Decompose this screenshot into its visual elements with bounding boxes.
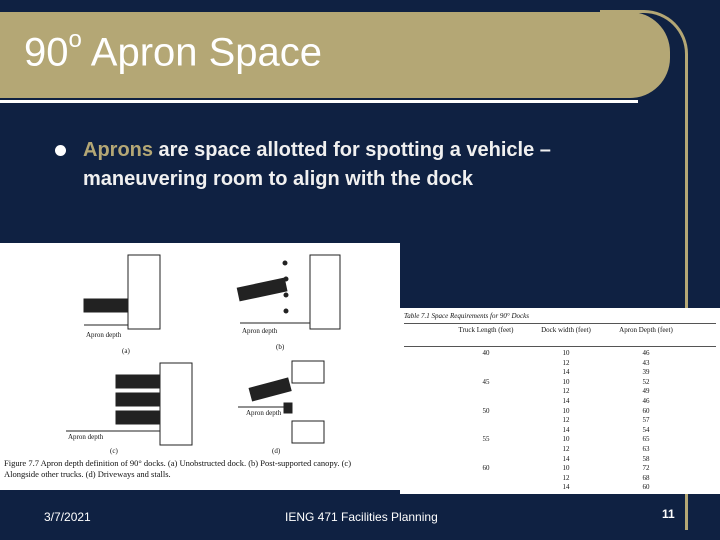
dock-building-a [128, 255, 160, 329]
table-title: Table 7.1 Space Requirements for 90° Docks [404, 312, 529, 320]
table-top-rule [404, 323, 716, 324]
cell-apron-depth: 43 [642, 358, 650, 367]
cell-apron-depth: 57 [642, 416, 650, 425]
apron-diagrams [0, 243, 400, 458]
table-row [400, 407, 720, 417]
canopy-post-4 [284, 309, 288, 313]
apron-depth-figure [0, 243, 400, 490]
header-truck-length: Truck Length (feet) [458, 326, 514, 334]
cell-dock-width: 10 [562, 349, 570, 357]
table-row [400, 349, 720, 359]
cell-truck-length: 50 [482, 406, 490, 415]
slide-title [24, 26, 323, 75]
table-row [400, 378, 720, 388]
canopy-post-2 [284, 277, 288, 281]
cell-dock-width: 12 [562, 358, 570, 367]
dimension-label-a: Apron depth [86, 331, 122, 339]
cell-apron-depth: 65 [642, 435, 650, 444]
header-apron-depth: Apron Depth (feet) [619, 326, 673, 334]
truck-c-3 [116, 411, 160, 424]
cell-apron-depth: 68 [642, 473, 650, 482]
cell-apron-depth: 46 [642, 397, 650, 405]
cell-apron-depth: 39 [642, 368, 650, 377]
cell-apron-depth: 63 [642, 445, 650, 453]
cell-dock-width: 12 [562, 445, 570, 453]
bullet-highlight: Aprons [83, 139, 153, 161]
cell-dock-width: 10 [562, 464, 570, 473]
driveway-marker [284, 403, 292, 413]
cell-dock-width: 12 [562, 416, 570, 425]
dimension-label-c: Apron depth [68, 433, 104, 441]
bullet-body: are space allotted for spotting a vehicle – maneuvering room to align with the dock [83, 139, 551, 190]
truck-c-1 [116, 375, 160, 388]
cell-dock-width: 14 [562, 397, 570, 405]
table-row [400, 483, 720, 493]
table-row [400, 474, 720, 484]
cell-apron-depth: 46 [642, 349, 650, 357]
cell-apron-depth: 60 [642, 406, 650, 415]
dimension-label-b: Apron depth [242, 327, 278, 335]
cell-apron-depth: 52 [642, 377, 650, 386]
dock-building-b [310, 255, 340, 329]
table-row [400, 387, 720, 397]
cell-dock-width: 14 [562, 368, 570, 377]
dock-building-c [160, 363, 192, 445]
bullet-text [83, 136, 653, 194]
stall-d-1 [292, 361, 324, 383]
table-row [400, 426, 720, 436]
cell-truck-length: 55 [482, 435, 490, 444]
table-row [400, 455, 720, 465]
table-row [400, 464, 720, 474]
footer-course: IENG 471 Facilities Planning [285, 510, 438, 524]
cell-dock-width: 14 [562, 483, 570, 492]
table-row [400, 397, 720, 407]
space-requirements-table [400, 308, 720, 494]
panel-label-d: (d) [272, 447, 281, 455]
truck-d [249, 378, 291, 401]
page-number: 11 [662, 507, 675, 521]
cell-dock-width: 14 [562, 454, 570, 463]
footer-date: 3/7/2021 [44, 510, 91, 524]
cell-apron-depth: 58 [642, 454, 650, 463]
cell-truck-length: 40 [482, 349, 490, 357]
title-superscript: o [68, 26, 82, 53]
cell-apron-depth: 60 [642, 483, 650, 492]
bullet-dot-icon [55, 145, 66, 156]
panel-label-a: (a) [122, 347, 130, 355]
panel-label-b: (b) [276, 343, 285, 351]
canopy-post-1 [283, 261, 287, 265]
table-header-rule [404, 346, 716, 347]
panel-label-c: (c) [110, 447, 118, 455]
cell-apron-depth: 49 [642, 387, 650, 396]
cell-dock-width: 12 [562, 387, 570, 396]
truck-a [84, 299, 128, 312]
cell-dock-width: 10 [562, 435, 570, 444]
figure-caption: Figure 7.7 Apron depth definition of 90° docks. (a) Unobstructed dock. (b) Post-supported canopy. (c) Alongside other trucks. (d) Driveways and stalls. [4, 458, 352, 479]
cell-dock-width: 10 [562, 377, 570, 386]
truck-c-2 [116, 393, 160, 406]
stall-d-2 [292, 421, 324, 443]
cell-dock-width: 10 [562, 406, 570, 415]
cell-truck-length: 45 [482, 377, 490, 386]
table-row [400, 445, 720, 455]
cell-dock-width: 14 [562, 425, 570, 434]
cell-apron-depth: 54 [642, 425, 650, 434]
table-row [400, 368, 720, 378]
dimension-label-d: Apron depth [246, 409, 282, 417]
canopy-post-3 [284, 293, 288, 297]
title-prefix: 90 [24, 30, 69, 75]
truck-b [237, 278, 287, 301]
table-row [400, 435, 720, 445]
header-dock-width: Dock width (feet) [541, 326, 591, 334]
table-row [400, 359, 720, 369]
table-row [400, 416, 720, 426]
cell-dock-width: 12 [562, 473, 570, 482]
title-underline [0, 100, 638, 103]
title-suffix: Apron Space [81, 30, 323, 75]
cell-truck-length: 60 [482, 464, 490, 473]
cell-apron-depth: 72 [642, 464, 650, 473]
